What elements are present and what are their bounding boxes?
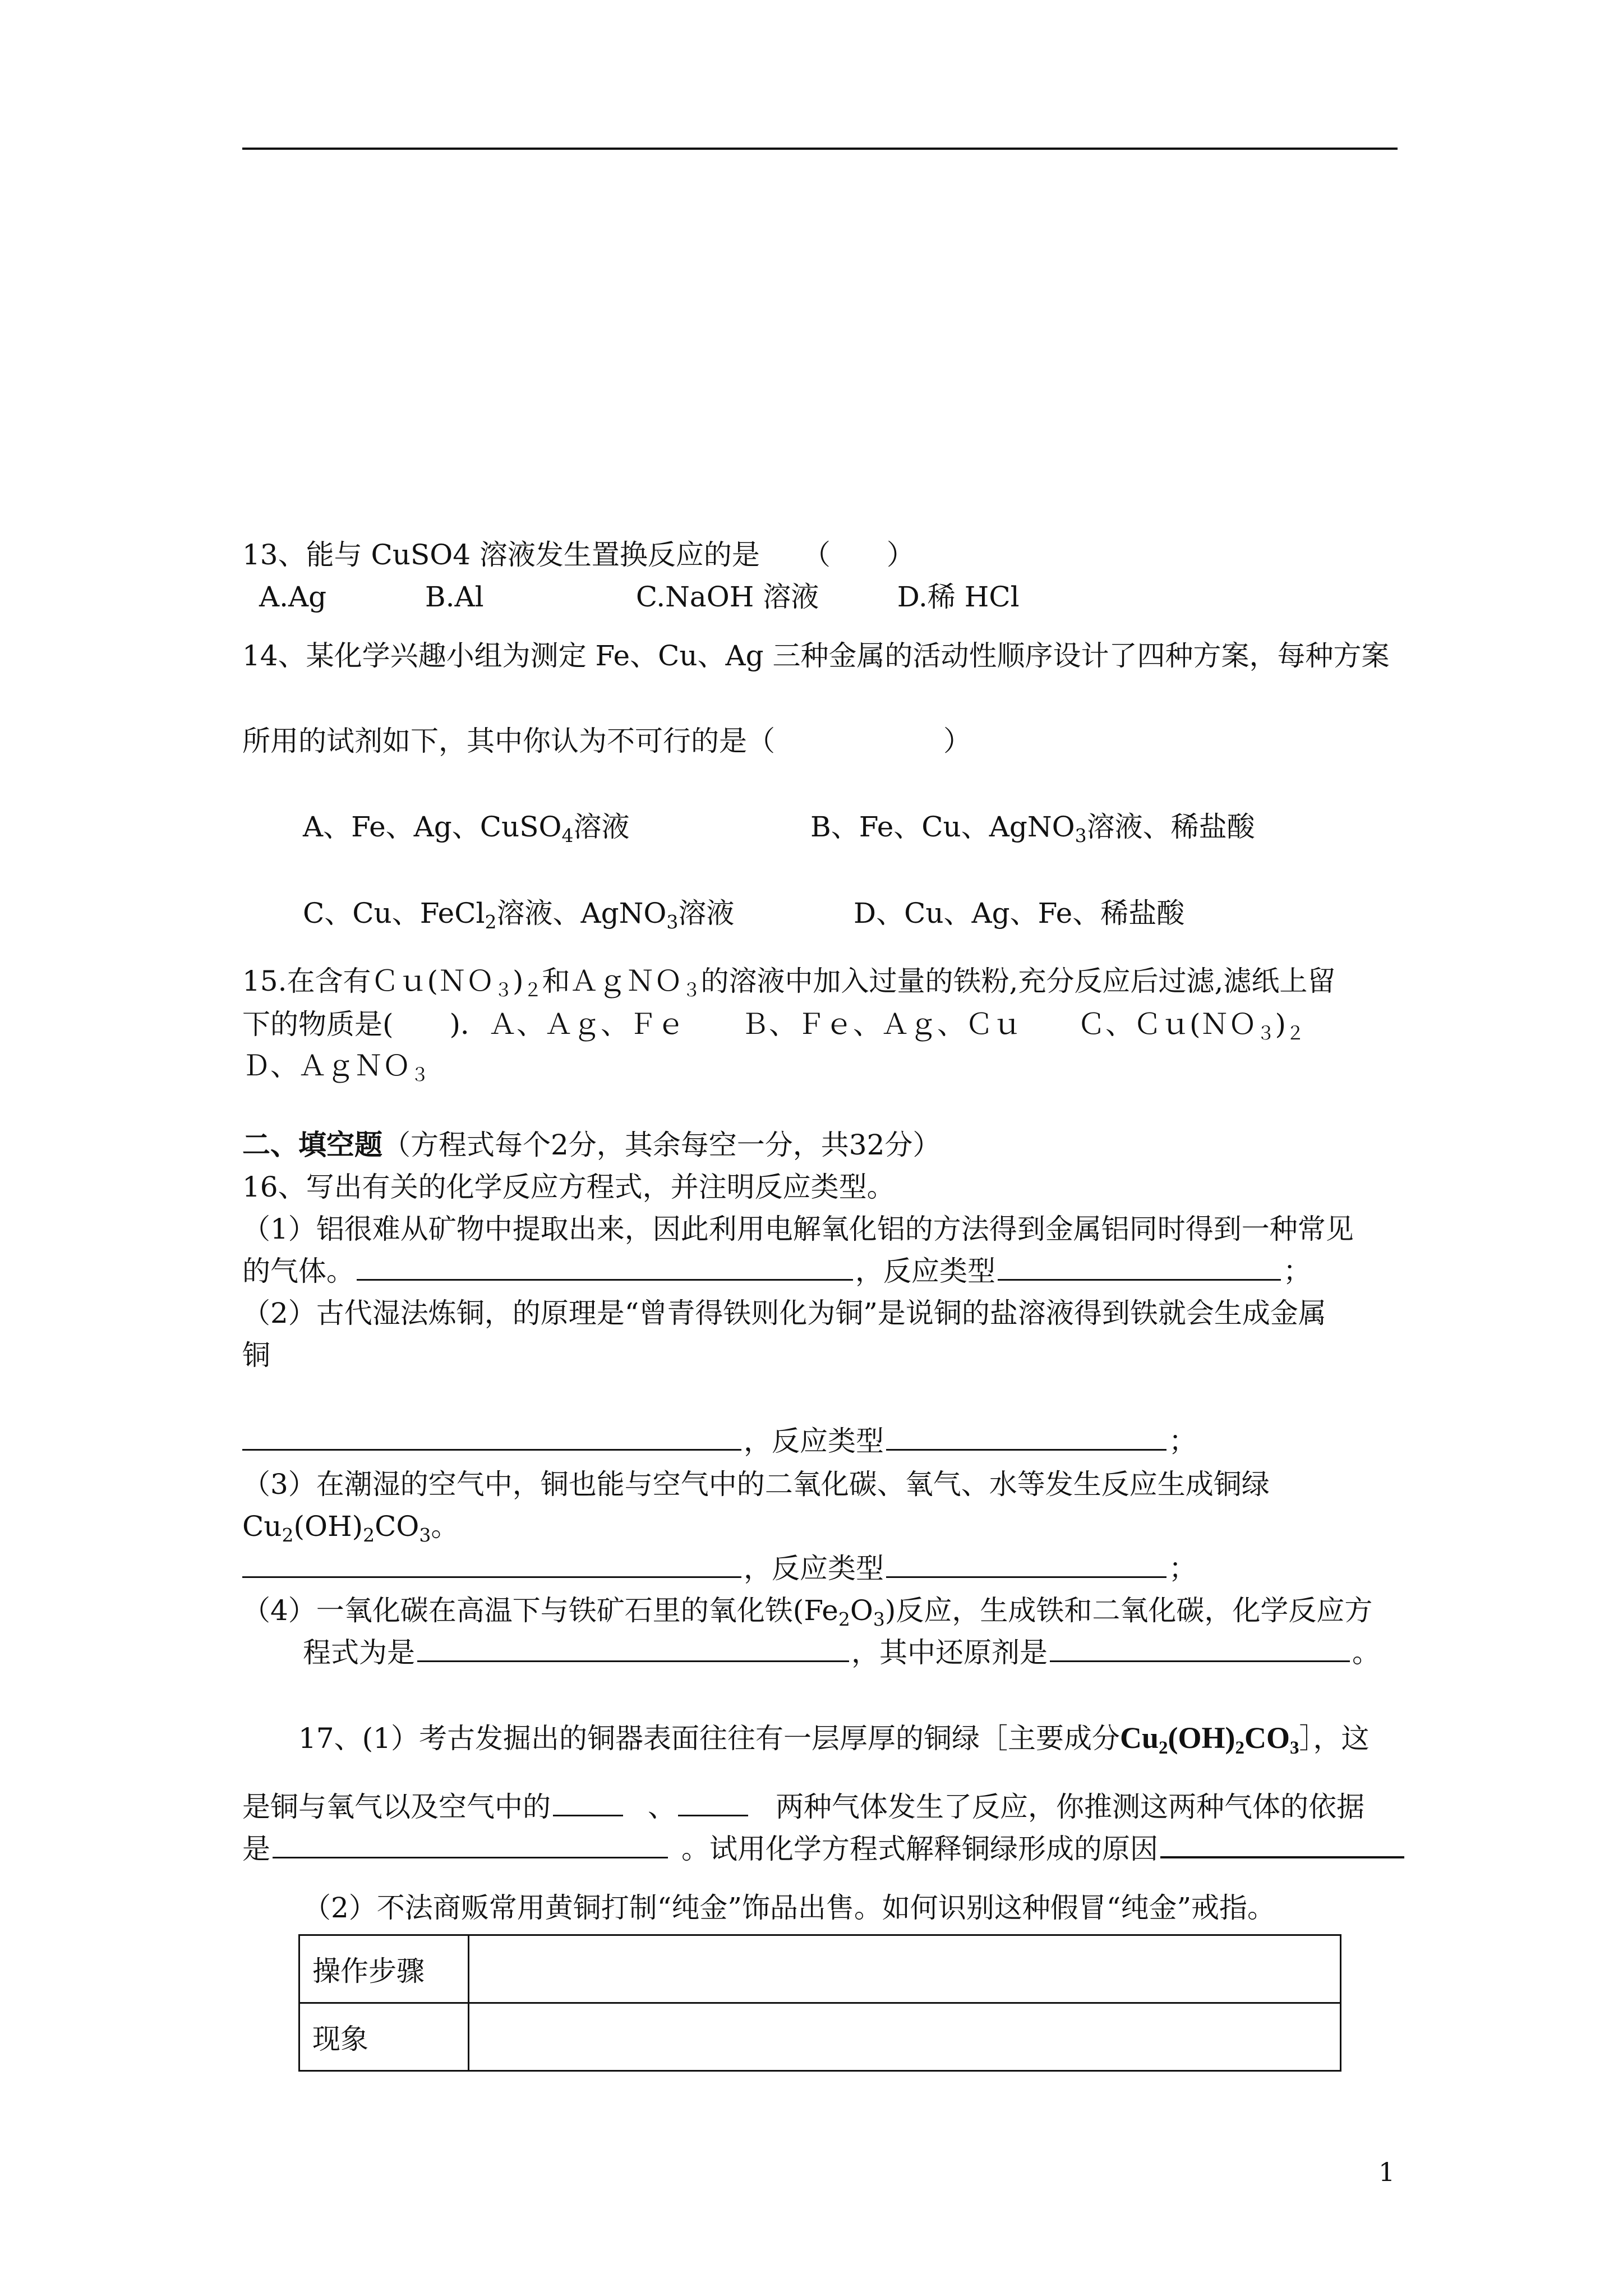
- q16-part4-equation-blank[interactable]: [417, 1655, 849, 1662]
- q17-gas1-blank[interactable]: [553, 1809, 623, 1816]
- q13-options: [259, 579, 1020, 615]
- q14-option-c: C、Cu、FeCl$_2$溶液、AgNO$_3$溶液: [303, 897, 735, 933]
- q16-part4-line2: 程式为是 ，其中还原剂是 。: [303, 1636, 1380, 1669]
- table-row: [299, 1935, 1341, 2003]
- q16-part3-formula: $Cu_2(OH)_2CO_3$。: [242, 1510, 459, 1546]
- q13-option-c: C.NaOH 溶液: [635, 581, 819, 613]
- table-cell-phenomenon-answer[interactable]: [469, 2003, 1341, 2071]
- q14-line2-close: ）: [943, 725, 971, 757]
- q14-option-a: A、Fe、Ag、CuSO$_4$溶液: [303, 811, 630, 846]
- q16-part1-type-blank[interactable]: [998, 1273, 1281, 1281]
- q17-part2: （2）不法商贩常用黄铜打制“纯金”饰品出售。如何识别这种假冒“纯金”戒指。: [303, 1892, 1276, 1924]
- q15-line2: 下的物质是( )．Ａ、Ａｇ、Ｆｅ Ｂ、Ｆｅ、Ａｇ、Ｃｕ Ｃ、$Cu(NO_3)_2$: [242, 1008, 1305, 1044]
- q16-part1-equation-blank[interactable]: [357, 1273, 853, 1281]
- q16-part2-answer: ，反应类型 ；: [242, 1424, 1197, 1459]
- q17-basis-blank[interactable]: [273, 1851, 668, 1858]
- page-number: 1: [1378, 2157, 1395, 2187]
- q16-part2-line1: （2）古代湿法炼铜，的原理是“曾青得铁则化为铜”是说铜的盐溶液得到铁就会生成金属: [242, 1297, 1326, 1329]
- q16-part1-line1: （1）铝很难从矿物中提取出来，因此利用电解氧化铝的方法得到金属铝同时得到一种常见: [242, 1213, 1354, 1245]
- q13-option-a: A.Ag: [259, 581, 327, 613]
- q14-line2: [242, 724, 971, 759]
- q17-formula: $Cu_2(OH)_2CO_3$: [1119, 1721, 1299, 1758]
- section2-note: （方程式每个2分，其余每空一分，共32分）: [382, 1129, 941, 1161]
- q17-equation-blank[interactable]: [1160, 1851, 1404, 1858]
- q14-line1: 14、某化学兴趣小组为测定 Fe、Cu、Ag 三种金属的活动性顺序设计了四种方案，每种方案: [242, 639, 1390, 672]
- table-row: [299, 2003, 1341, 2071]
- table-cell-steps-answer[interactable]: [469, 1935, 1341, 2003]
- q16-part3-type-blank[interactable]: [886, 1571, 1166, 1578]
- q15-line3: Ｄ、ＡｇＮＯ$_3$: [242, 1050, 429, 1085]
- q17-line3: 是 。试用化学方程式解释铜绿形成的原因: [242, 1832, 1407, 1867]
- q14-line2-text: 所用的试剂如下，其中你认为不可行的是（: [242, 725, 775, 757]
- q17-answer-table: [298, 1934, 1341, 2072]
- q16-part1-line2: 的气体。 ，反应类型 ；: [242, 1255, 1311, 1287]
- q16-stem: 16、写出有关的化学反应方程式，并注明反应类型。: [242, 1171, 895, 1203]
- q14-option-b: B、Fe、Cu、AgNO$_3$溶液、稀盐酸: [810, 811, 1255, 846]
- q16-part2-type-blank[interactable]: [886, 1443, 1166, 1451]
- q13-option-b: B.Al: [425, 581, 484, 613]
- section2-title: 二、填空题: [242, 1128, 382, 1161]
- q16-part2-equation-blank[interactable]: [242, 1443, 741, 1451]
- q17-gas2-blank[interactable]: [678, 1809, 748, 1816]
- q16-part3-answer: ，反应类型 ；: [242, 1551, 1197, 1586]
- q14-option-d: D、Cu、Ag、Fe、稀盐酸: [854, 897, 1185, 930]
- q13-stem-line: [242, 537, 915, 573]
- q13-option-d: D.稀 HCl: [897, 581, 1020, 613]
- q15-line1: 15.在含有$Cu(NO_3)_2$和ＡｇＮＯ$_3$的溶液中加入过量的铁粉,充分反应后过滤,滤纸上留: [242, 965, 1336, 1001]
- header-rule: [242, 148, 1398, 150]
- q16-part3-line1: （3）在潮湿的空气中，铜也能与空气中的二氧化碳、氧气、水等发生反应生成铜绿: [242, 1468, 1270, 1501]
- table-label-phenomenon: 现象: [299, 2003, 469, 2071]
- q16-part4-reductant-blank[interactable]: [1050, 1655, 1350, 1662]
- q16-part3-equation-blank[interactable]: [242, 1571, 741, 1578]
- q16-part4-line1: （4）一氧化碳在高温下与铁矿石里的氧化铁$(Fe_2O_3)$反应，生成铁和二氧化碳，化学反应方: [242, 1594, 1373, 1630]
- q17-line1: 17、(1）考古发掘出的铜器表面往往有一层厚厚的铜绿［主要成分$Cu_2(OH)_2CO_3]$，这: [298, 1721, 1370, 1758]
- q17-line2: 是铜与氧气以及空气中的 、 两种气体发生了反应，你推测这两种气体的依据: [242, 1791, 1364, 1823]
- table-label-steps: 操作步骤: [299, 1935, 469, 2003]
- q16-part2-line2: 铜: [242, 1339, 270, 1372]
- section2-heading: [242, 1128, 940, 1163]
- q13-stem: 13、能与 CuSO4 溶液发生置换反应的是: [242, 539, 760, 571]
- q13-answer-paren: （ ）: [802, 539, 915, 571]
